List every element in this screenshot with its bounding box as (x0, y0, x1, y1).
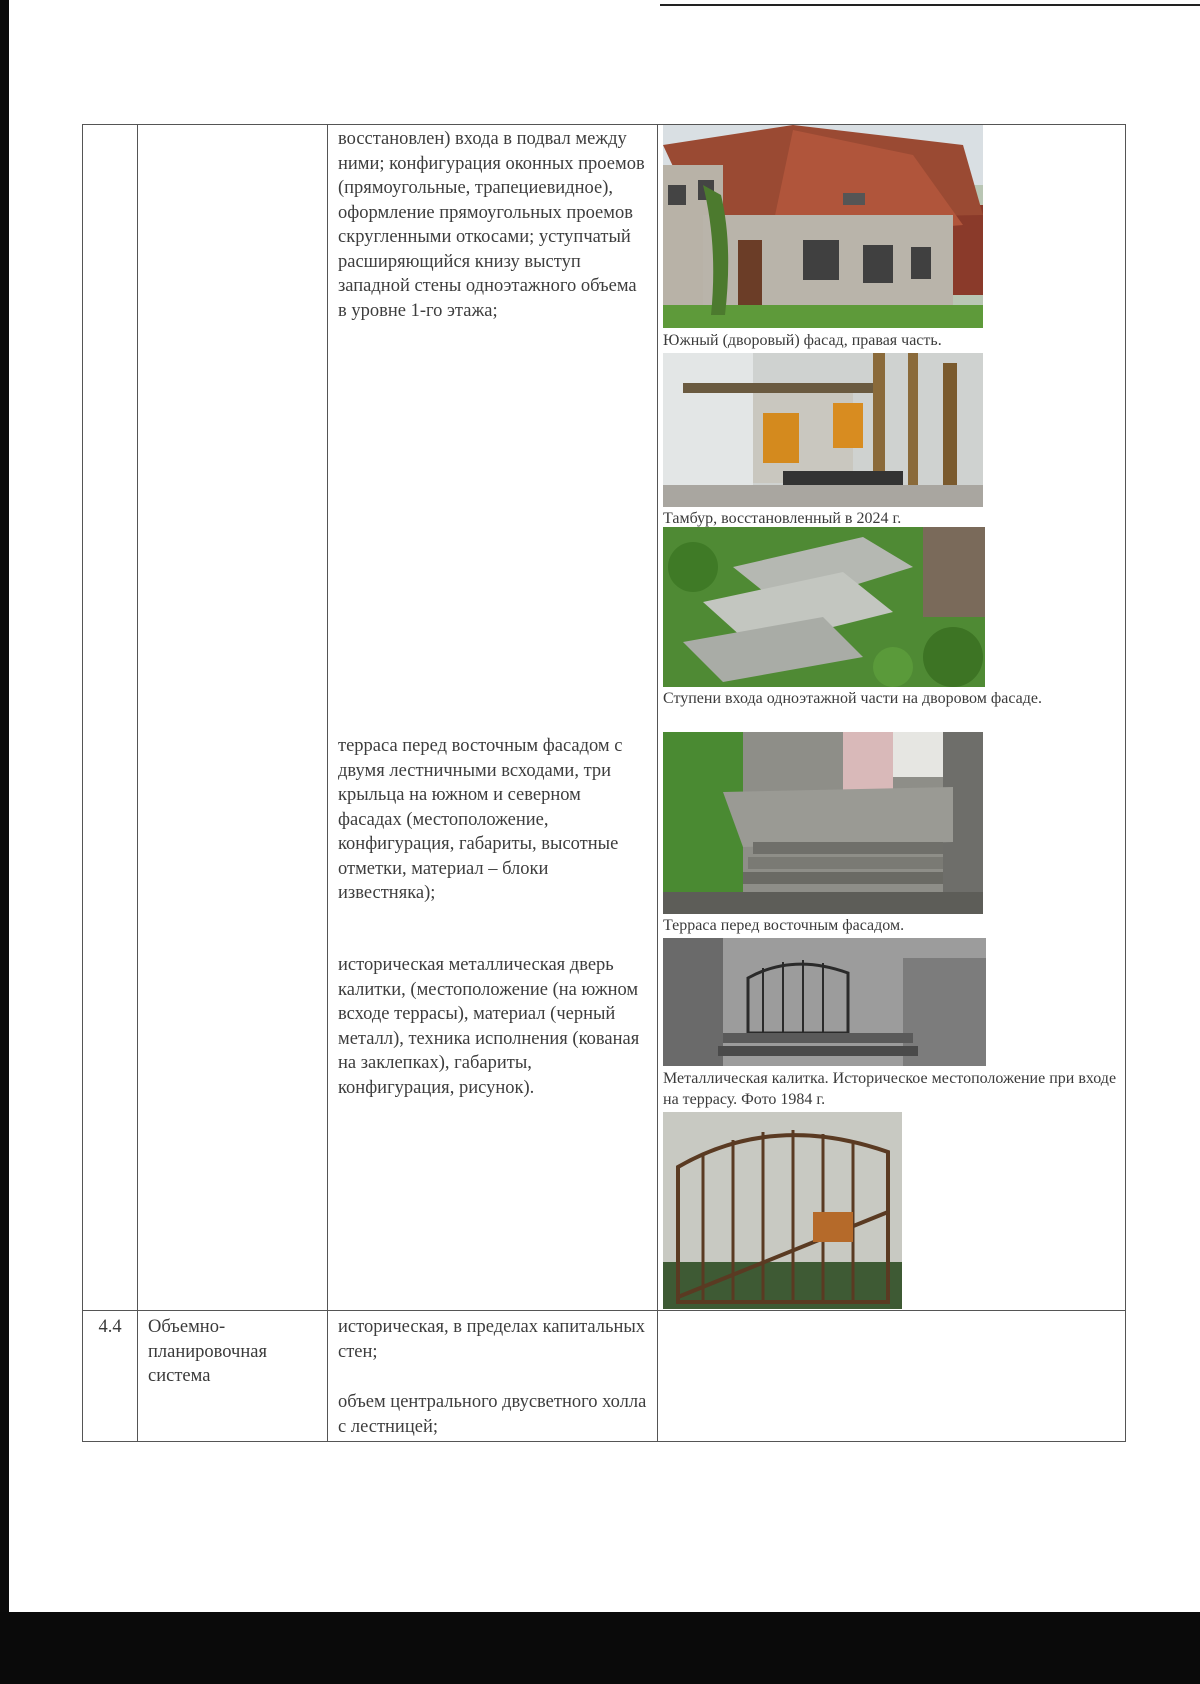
house-facade-image (663, 125, 983, 328)
row-name-cell (138, 125, 328, 1311)
photo-caption: Металлическая калитка. Историческое местоположение при входе на террасу. Фото 1984 г. (663, 1070, 1117, 1108)
photo-south-facade (663, 125, 983, 328)
photo-gate-1984 (663, 938, 986, 1066)
photo-terrace (663, 732, 983, 914)
scan-left-edge (0, 0, 9, 1684)
photo-caption: Южный (дворовый) фасад, правая часть. (663, 332, 942, 349)
row-number-cell: 4.4 (83, 1311, 138, 1442)
table-row-4-4 (83, 1311, 1126, 1442)
photo-caption: Ступени входа одноэтажной части на дворовом фасаде. (663, 690, 1042, 707)
row-number-cell (83, 125, 138, 1311)
steps-image (663, 527, 985, 687)
protection-subject-table (82, 124, 1126, 1442)
vestibule-image (663, 353, 983, 507)
photo-vestibule (663, 353, 983, 507)
table-row-continued (83, 125, 1126, 1311)
description-paragraph: объем центрального двусветного холла с лестницей; (338, 1392, 647, 1437)
scan-top-line (660, 4, 1200, 6)
description-paragraph: историческая, в пределах капитальных стен; (338, 1317, 646, 1362)
scan-bottom-bar (0, 1612, 1200, 1684)
photo-entrance-steps (663, 527, 985, 687)
row-description-cell (328, 125, 658, 1311)
photo-caption: Терраса перед восточным фасадом. (663, 917, 905, 934)
row-description-cell (328, 1311, 658, 1442)
row-photos-cell (658, 125, 1126, 1311)
row-photos-cell (658, 1311, 1126, 1442)
gate-historic-image (663, 938, 986, 1066)
gate-current-image (663, 1112, 902, 1309)
description-paragraph: восстановлен) входа в подвал между ними; конфигурация оконных проемов (прямоугольные, трапециевидное), оформление прямоугольных проемов скругленными откосами; уступчатый расширяющийся книзу выступ западной стены одноэтажного объема в уровне 1-го этажа; (338, 129, 645, 321)
description-paragraph: терраса перед восточным фасадом с двумя лестничными всходами, три крыльца на южном и северном фасадах (местоположение, конфигурация, габариты, высотные отметки, материал – блоки известняка); (338, 736, 623, 903)
photo-caption: Тамбур, восстановленный в 2024 г. (663, 510, 902, 527)
description-paragraph: историческая металлическая дверь калитки, (местоположение (на южном всходе террасы), материал (черный металл), техника исполнения (кованая на заклепках), габариты, конфигурация, рисунок). (338, 955, 640, 1098)
terrace-image (663, 732, 983, 914)
row-name-cell: Объемно-планировочная система (138, 1311, 328, 1442)
photo-gate-current (663, 1112, 902, 1309)
